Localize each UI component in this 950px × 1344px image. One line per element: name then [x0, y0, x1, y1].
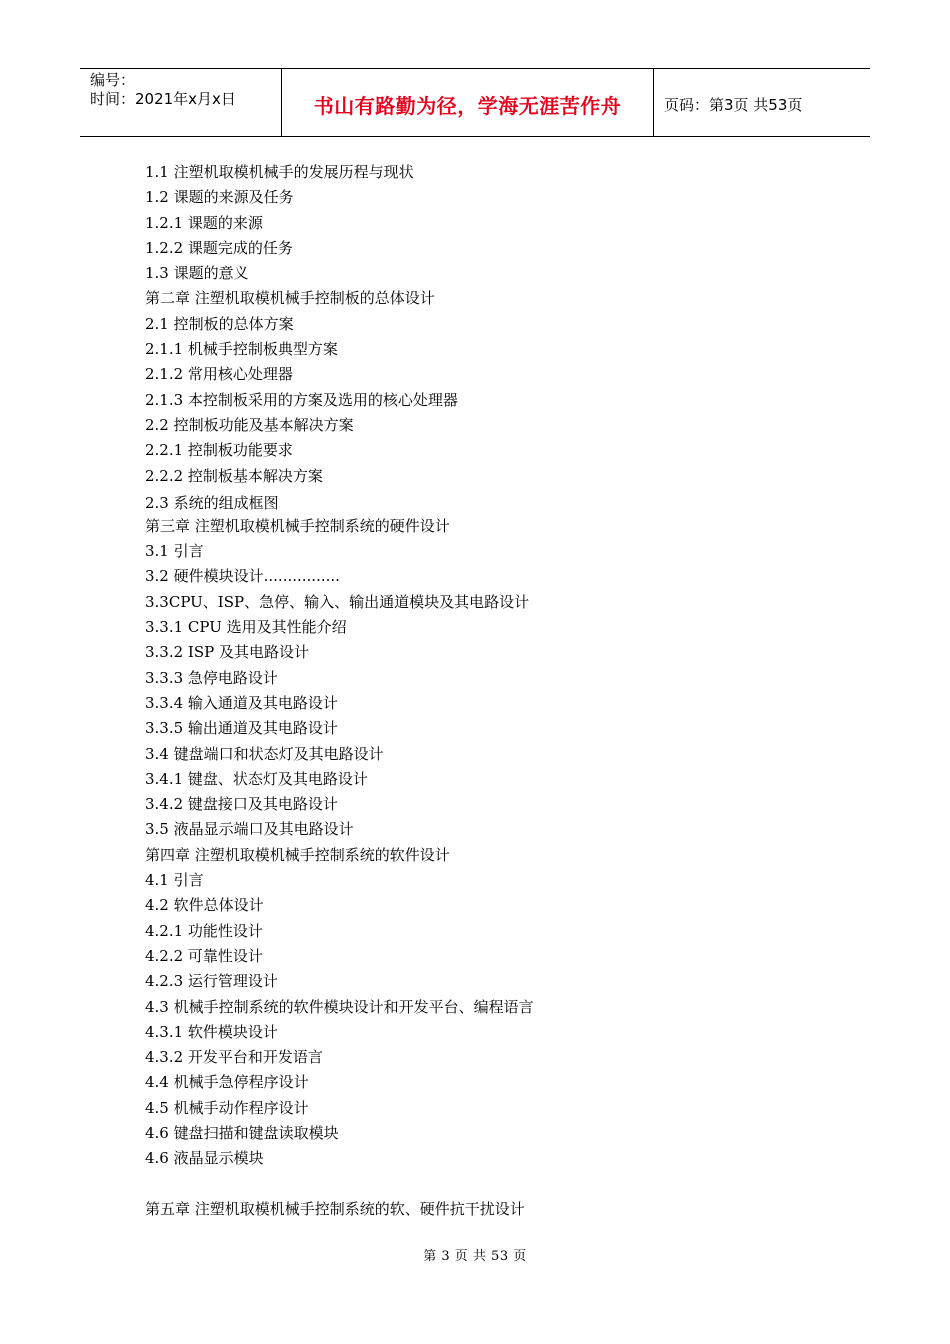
- header-info-cell: [80, 69, 282, 136]
- header-number-label: 编号：: [90, 71, 136, 89]
- toc-item: 3.1 引言: [145, 542, 204, 561]
- toc-chapter-heading: 第三章 注塑机取模机械手控制系统的硬件设计: [145, 516, 450, 535]
- toc-item: 4.5 机械手动作程序设计: [145, 1098, 309, 1117]
- toc-item: 3.3.1 CPU 选用及其性能介绍: [145, 618, 347, 637]
- toc-item: 3.4.2 键盘接口及其电路设计: [145, 795, 338, 814]
- toc-item: 4.6 液晶显示模块: [145, 1149, 264, 1168]
- toc-item: 4.2.3 运行管理设计: [145, 972, 278, 991]
- table-of-contents: [145, 160, 845, 1222]
- toc-item: 4.3.1 软件模块设计: [145, 1022, 278, 1041]
- toc-item: 4.4 机械手急停程序设计: [145, 1073, 309, 1092]
- toc-item: 1.2 课题的来源及任务: [145, 188, 294, 207]
- toc-item: 3.3.2 ISP 及其电路设计: [145, 643, 309, 662]
- toc-item: 1.3 课题的意义: [145, 264, 249, 283]
- toc-chapter-heading: 第四章 注塑机取模机械手控制系统的软件设计: [145, 845, 450, 864]
- toc-item: 1.1 注塑机取模机械手的发展历程与现状: [145, 163, 414, 181]
- header-motto-cell: [282, 69, 654, 136]
- toc-item: 3.3CPU、ISP、急停、输入、输出通道模块及其电路设计: [145, 592, 530, 611]
- toc-item: 2.3 系统的组成框图: [145, 493, 279, 512]
- toc-item: 4.1 引言: [145, 871, 204, 890]
- toc-item: 3.3.3 急停电路设计: [145, 668, 278, 687]
- toc-item: 3.4.1 键盘、状态灯及其电路设计: [145, 769, 368, 788]
- header-time-label: 时间：2021年x月x日: [90, 90, 236, 108]
- toc-item: 2.1.3 本控制板采用的方案及选用的核心处理器: [145, 390, 458, 409]
- toc-item: 2.1.1 机械手控制板典型方案: [145, 340, 338, 359]
- toc-item: 1.2.1 课题的来源: [145, 213, 263, 232]
- toc-item: 2.2 控制板功能及基本解决方案: [145, 415, 354, 434]
- toc-chapter-heading: 第二章 注塑机取模机械手控制板的总体设计: [145, 289, 435, 308]
- toc-item: 3.5 液晶显示端口及其电路设计: [145, 820, 354, 839]
- toc-item: 3.3.5 输出通道及其电路设计: [145, 719, 338, 738]
- header-motto: 书山有路勤为径，学海无涯苦作舟: [313, 94, 622, 118]
- page-header: [80, 68, 870, 137]
- toc-item: 2.1.2 常用核心处理器: [145, 365, 293, 384]
- toc-item: 2.2.1 控制板功能要求: [145, 441, 293, 460]
- toc-item: 2.2.2 控制板基本解决方案: [145, 466, 323, 485]
- toc-item: 4.2 软件总体设计: [145, 896, 264, 915]
- header-page-cell: [654, 69, 870, 136]
- toc-item: 4.6 键盘扫描和键盘读取模块: [145, 1123, 339, 1142]
- toc-item: 3.4 键盘端口和状态灯及其电路设计: [145, 744, 384, 763]
- toc-item: 1.2.2 课题完成的任务: [145, 238, 293, 257]
- toc-item: 4.3 机械手控制系统的软件模块设计和开发平台、编程语言: [145, 997, 534, 1016]
- toc-item: 2.1 控制板的总体方案: [145, 314, 294, 333]
- toc-item: 4.3.2 开发平台和开发语言: [145, 1048, 323, 1067]
- toc-item: 3.2 硬件模块设计................: [145, 567, 340, 586]
- toc-item: 3.3.4 输入通道及其电路设计: [145, 693, 338, 712]
- toc-item: 4.2.2 可靠性设计: [145, 946, 263, 965]
- header-page-label: 页码：第3页 共53页: [664, 96, 803, 114]
- toc-item: 4.2.1 功能性设计: [145, 921, 263, 940]
- page-footer: 第 3 页 共 53 页: [423, 1249, 527, 1264]
- toc-chapter-heading: 第五章 注塑机取模机械手控制系统的软、硬件抗干扰设计: [145, 1199, 525, 1218]
